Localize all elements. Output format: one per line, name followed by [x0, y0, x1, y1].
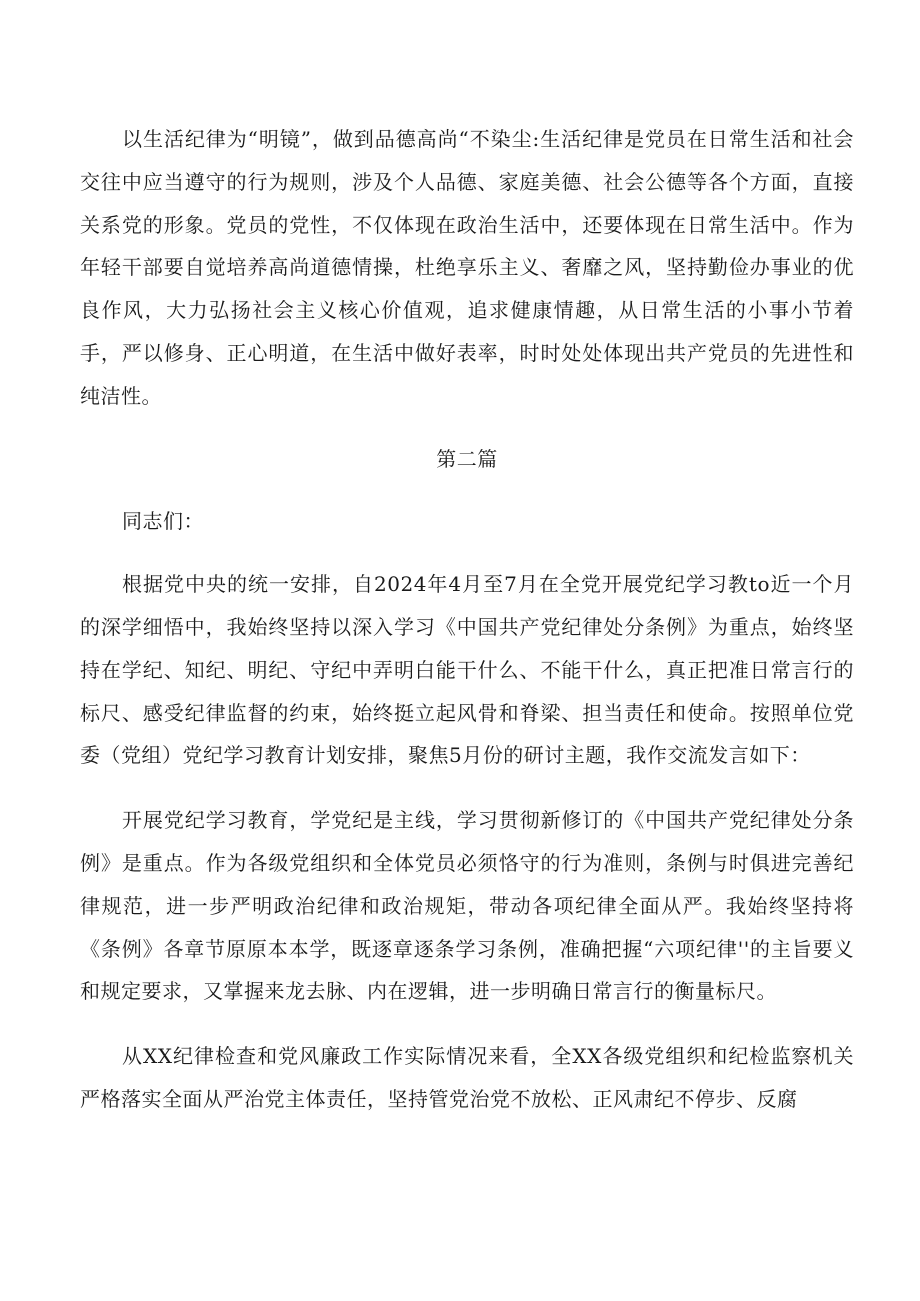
spacer: [80, 1013, 854, 1035]
paragraph-life-discipline: 以生活纪律为“明镜”，做到品德高尚“不染尘:生活纪律是党员在日常生活和社会交往中应当遵守的行为规则，涉及个人品德、家庭美德、社会公德等各个方面，直接关系党的形象。党员的党性，不仅体现在政治生活中，还要体现在日常生活中。作为年轻干部要自觉培养高尚道德情操，杜绝享乐主义、奢靡之风，坚持勤俭办事业的优良作风，大力弘扬社会主义核心价值观，追求健康情趣，从日常生活的小事小节着手，严以修身、正心明道，在生活中做好表率，时时处处体现出共产党员的先进性和纯洁性。: [80, 127, 854, 408]
spacer: [80, 543, 854, 563]
document-page: [80, 118, 854, 1121]
paragraph-discipline-inspection: 从XX纪律检查和党风廉政工作实际情况来看，全XX各级党组织和纪检监察机关严格落实全面从严治党主体责任，坚持管党治党不放松、正风肃纪不停步、反腐: [80, 1044, 854, 1111]
spacer: [80, 777, 854, 799]
paragraph-regulations: 开展党纪学习教育，学党纪是主线，学习贯彻新修订的《中国共产党纪律处分条例》是重点。作为各级党组织和全体党员必须恪守的行为准则，条例与时俱进完善纪律规范，进一步严明政治纪律和政治规矩，带动各项纪律全面从严。我始终坚持将《条例》各章节原原本本学，既逐章逐条学习条例，准确把握“六项纪律''的主旨要义和规定要求，又掌握来龙去脉、内在逻辑，进一步明确日常言行的衡量标尺。: [80, 808, 854, 1004]
paragraph-study-arrangement: 根据党中央的统一安排，自2024年4月至7月在全党开展党纪学习教to近一个月的深学细悟中，我始终坚持以深入学习《中国共产党纪律处分条例》为重点，始终坚持在学纪、知纪、明纪、守纪中弄明白能干什么、不能干什么，真正把准日常言行的标尺、感受纪律监督的约束，始终挺立起风骨和脊梁、担当责任和使命。按照单位党委（党组）党纪学习教育计划安排，聚焦5月份的研讨主题，我作交流发言如下：: [80, 572, 854, 768]
spacer: [80, 418, 854, 438]
section-heading: 第二篇: [436, 446, 498, 471]
salutation: 同志们：: [122, 509, 204, 534]
spacer: [80, 480, 854, 500]
